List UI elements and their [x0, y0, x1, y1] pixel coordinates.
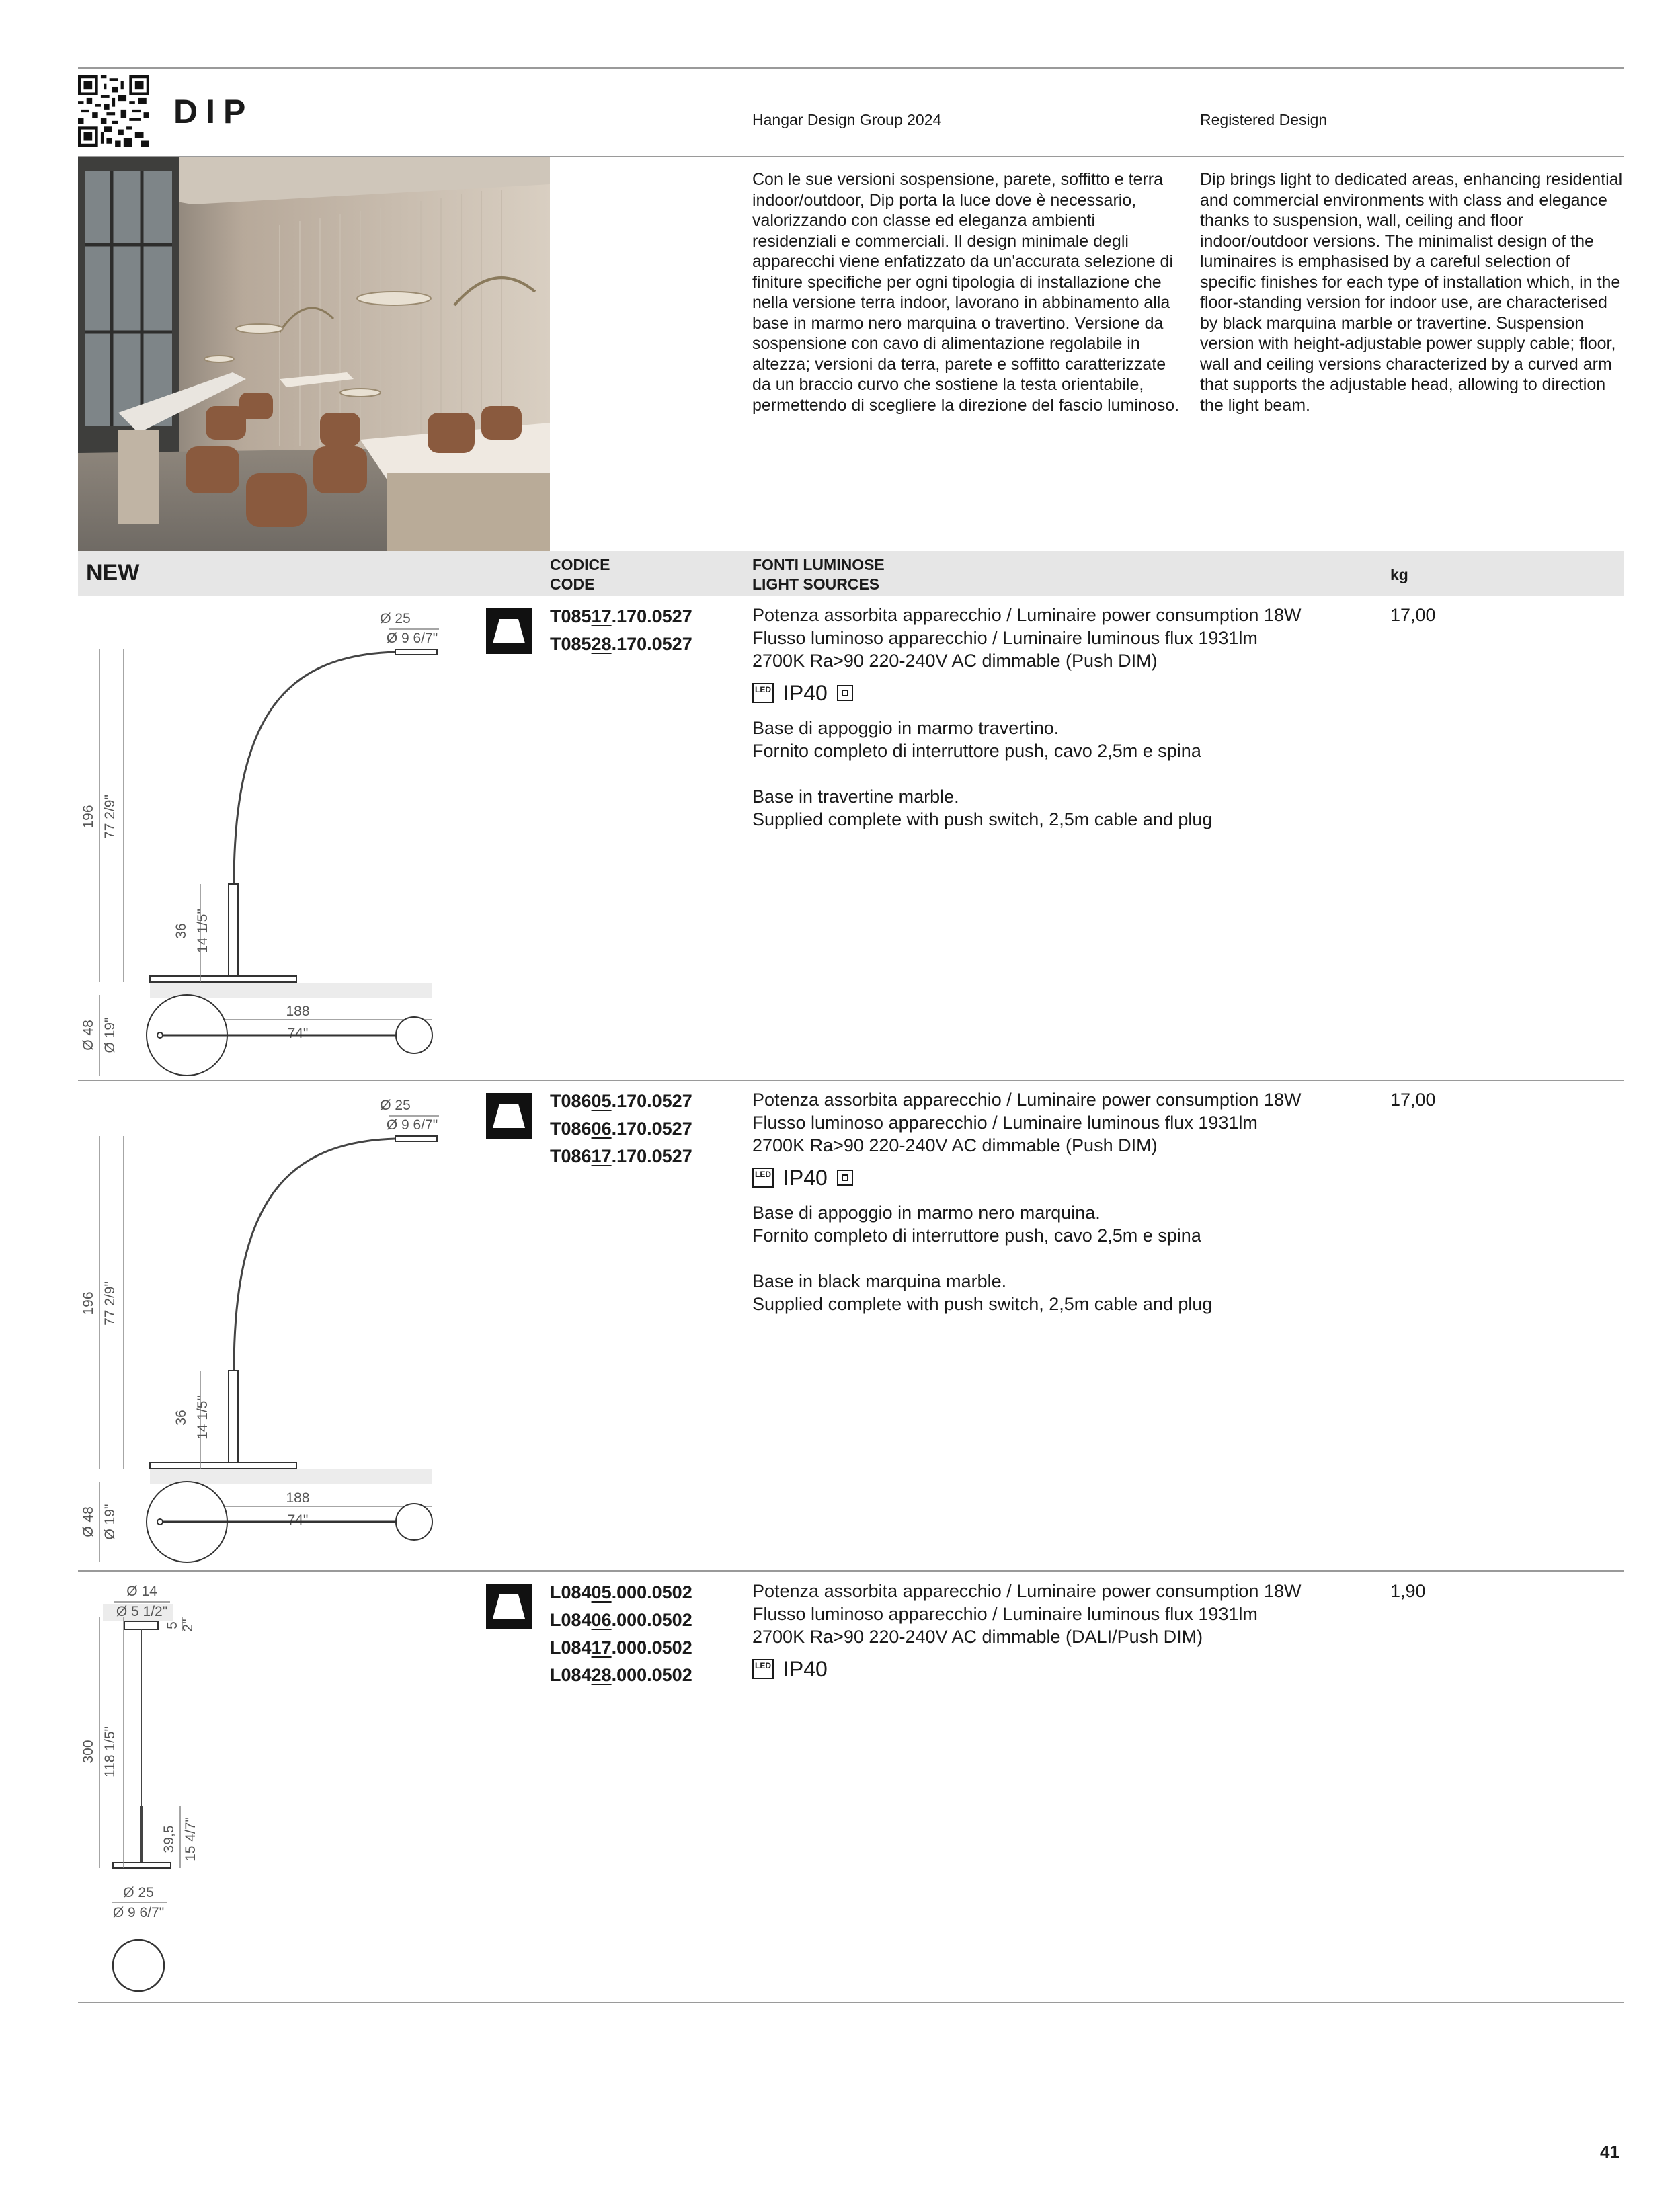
total-length-in-dim: 118 1/5": [102, 1726, 118, 1777]
light-sources-header: [752, 555, 885, 594]
height-mm-dim: 196: [81, 1291, 96, 1315]
product-code[interactable]: L08406.000.0502: [550, 1610, 692, 1630]
luminous-flux: Flusso luminoso apparecchio / Luminaire luminous flux 1931lm: [752, 1112, 1258, 1133]
product-title: DIP: [173, 93, 254, 130]
restaurant-interior-photo: [78, 157, 550, 551]
note-it: Fornito completo di interruttore push, cavo 2,5m e spina: [752, 1225, 1201, 1246]
led-icon: LED: [752, 683, 774, 703]
product-1-specs: [752, 604, 1357, 831]
top-rule: [78, 67, 1624, 69]
light-sources-header-en: LIGHT SOURCES: [752, 575, 880, 593]
canopy-diameter-in-dim: Ø 5 1/2": [116, 1604, 168, 1619]
head-drop-mm-dim: 39,5: [161, 1825, 177, 1853]
product-1-weight: 17,00: [1390, 605, 1436, 625]
class-ii-icon: [837, 685, 853, 701]
designer-label: Hangar Design Group 2024: [752, 111, 942, 128]
product-code[interactable]: T08605.170.0527: [550, 1091, 692, 1111]
base-diameter-mm-dim: Ø 48: [81, 1020, 96, 1051]
base-diameter-mm-dim: Ø 48: [81, 1506, 96, 1537]
note-it: Base di appoggio in marmo nero marquina.: [752, 1203, 1101, 1223]
height-mm-dim: 196: [81, 805, 96, 829]
color-temp-dimming: 2700K Ra>90 220-240V AC dimmable (Push DIM): [752, 1135, 1158, 1155]
canopy-height-mm-dim: 5: [165, 1621, 180, 1629]
total-length-mm-dim: 300: [81, 1740, 96, 1764]
led-icon: LED: [752, 1168, 774, 1188]
power-consumption: Potenza assorbita apparecchio / Luminaire power consumption 18W: [752, 605, 1302, 625]
canopy-height-in-dim: 2": [180, 1619, 196, 1632]
head-drop-in-dim: 15 4/7": [183, 1817, 198, 1861]
note-en: Base in black marquina marble.: [752, 1271, 1007, 1291]
reach-mm-dim: 188: [286, 1004, 310, 1019]
row-rule-1: [78, 1080, 1624, 1081]
product-code[interactable]: T08606.170.0527: [550, 1119, 692, 1139]
head-diameter-in-dim: Ø 9 6/7": [112, 1905, 165, 1920]
base-diameter-in-dim: Ø 19": [102, 1017, 118, 1053]
product-code[interactable]: T08528.170.0527: [550, 634, 692, 654]
note-it: Fornito completo di interruttore push, cavo 2,5m e spina: [752, 741, 1201, 761]
reach-mm-dim: 188: [286, 1490, 310, 1506]
luminous-flux: Flusso luminoso apparecchio / Luminaire luminous flux 1931lm: [752, 628, 1258, 648]
floor-lamp-type-icon: [486, 1093, 532, 1139]
code-header: [550, 555, 610, 594]
ip-rating: IP40: [783, 1657, 828, 1681]
canopy-diameter-mm-dim: Ø 14: [126, 1584, 157, 1599]
product-2-codes: [550, 1088, 692, 1170]
qr-code-icon[interactable]: [78, 75, 149, 147]
row-rule-3: [78, 2002, 1624, 2003]
product-code[interactable]: T08517.170.0527: [550, 606, 692, 626]
height-in-dim: 77 2/9": [102, 1281, 118, 1326]
product-code[interactable]: L08417.000.0502: [550, 1637, 692, 1658]
base-diameter-in-dim: Ø 19": [102, 1504, 118, 1540]
base-height-in-dim: 14 1/5": [195, 1395, 210, 1440]
color-temp-dimming: 2700K Ra>90 220-240V AC dimmable (Push DIM): [752, 651, 1158, 671]
new-badge: NEW: [86, 560, 140, 585]
led-icon: LED: [752, 1659, 774, 1679]
head-diameter-in-dim: Ø 9 6/7": [386, 1117, 438, 1133]
note-en: Supplied complete with push switch, 2,5m cable and plug: [752, 809, 1213, 829]
product-3-weight: 1,90: [1390, 1581, 1426, 1601]
product-3-codes: [550, 1579, 692, 1689]
product-2-weight: 17,00: [1390, 1090, 1436, 1110]
code-header-en: CODE: [550, 575, 595, 593]
product-code[interactable]: L08405.000.0502: [550, 1582, 692, 1603]
code-header-it: CODICE: [550, 556, 610, 573]
base-height-mm-dim: 36: [173, 923, 189, 939]
intro-text-english: Dip brings light to dedicated areas, enhancing residential and commercial environments with class and elegance thanks to suspension, wall, ceiling and floor indoor/outdoor versions. The minimalist design of the luminaires is emphasised by a careful selection of specific finishes for each type of installation which, in the floor-standing version for indoor use, are characterised by black marquina marble or travertine. Suspension version with height-adjustable power supply cable; floor, wall and ceiling versions characterized by a curved arm that supports the adjustable head, allowing to direction the light beam.: [1200, 170, 1623, 415]
intro-text-italian: Con le sue versioni sospensione, parete, soffitto e terra indoor/outdoor, Dip porta la luce dove è necessario, valorizzando con classe ed eleganza ambienti residenziali e commerciali. Il design minimale degli apparecchi viene enfatizzato da un'accurata selezione di finiture specifiche per ogni tipologia di installazione che nella versione terra indoor, lavorano in abbinamento alla base in marmo nero marquina o travertino. Versione da sospensione con cavo di alimentazione regolabile in altezza; versioni da terra, parete e soffitto caratterizzate da un braccio curvo che sostiene la testa orientabile, permettendo di scegliere la direzione del fascio luminoso.: [752, 170, 1180, 415]
row-rule-2: [78, 1570, 1624, 1572]
light-sources-header-it: FONTI LUMINOSE: [752, 556, 885, 573]
base-height-in-dim: 14 1/5": [195, 909, 210, 953]
reach-in-dim: 74": [287, 1026, 309, 1041]
power-consumption: Potenza assorbita apparecchio / Luminaire power consumption 18W: [752, 1090, 1302, 1110]
height-in-dim: 77 2/9": [102, 795, 118, 839]
luminous-flux: Flusso luminoso apparecchio / Luminaire luminous flux 1931lm: [752, 1604, 1258, 1624]
note-it: Base di appoggio in marmo travertino.: [752, 718, 1059, 738]
head-diameter-mm-dim: Ø 25: [123, 1885, 154, 1900]
color-temp-dimming: 2700K Ra>90 220-240V AC dimmable (DALI/Push DIM): [752, 1627, 1203, 1647]
product-2-specs: [752, 1088, 1357, 1315]
product-code[interactable]: T08617.170.0527: [550, 1146, 692, 1166]
page-number: 41: [1600, 2142, 1619, 2162]
base-height-mm-dim: 36: [173, 1410, 189, 1426]
power-consumption: Potenza assorbita apparecchio / Luminaire power consumption 18W: [752, 1581, 1302, 1601]
plan-view-drawing-2: [73, 1475, 449, 1569]
suspension-lamp-type-icon: [486, 1584, 532, 1629]
ip-rating: IP40: [783, 681, 828, 705]
head-diameter-mm-dim: Ø 25: [380, 611, 411, 626]
registered-design-label: Registered Design: [1200, 111, 1328, 128]
weight-header: kg: [1390, 566, 1408, 583]
ip-rating: IP40: [783, 1166, 828, 1190]
note-en: Supplied complete with push switch, 2,5m cable and plug: [752, 1294, 1213, 1314]
head-diameter-in-dim: Ø 9 6/7": [386, 631, 438, 646]
head-diameter-mm-dim: Ø 25: [380, 1098, 411, 1113]
floor-lamp-type-icon: [486, 608, 532, 654]
product-code[interactable]: L08428.000.0502: [550, 1665, 692, 1685]
suspension-lamp-drawing: [73, 1577, 315, 1994]
class-ii-icon: [837, 1170, 853, 1186]
product-1-codes: [550, 603, 692, 658]
note-en: Base in travertine marble.: [752, 786, 959, 807]
plan-view-drawing-1: [73, 988, 449, 1082]
reach-in-dim: 74": [287, 1512, 309, 1528]
product-3-specs: [752, 1580, 1357, 1680]
